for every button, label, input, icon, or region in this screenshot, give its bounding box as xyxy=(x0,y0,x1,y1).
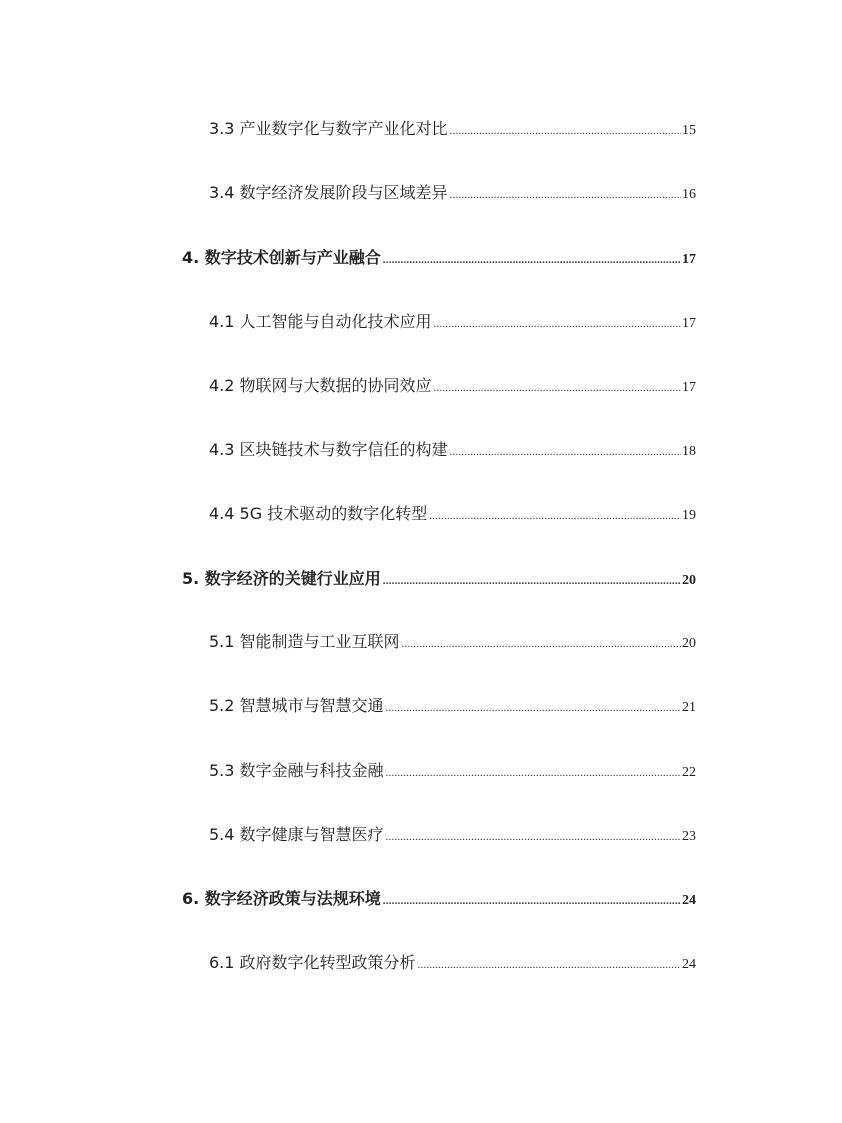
toc-dot-leader xyxy=(386,827,681,847)
toc-page-number: 19 xyxy=(682,508,696,523)
toc-page-number: 18 xyxy=(682,444,696,459)
toc-page-number: 24 xyxy=(682,957,696,972)
toc-dot-leader xyxy=(450,185,681,205)
toc-dot-leader xyxy=(418,955,681,975)
toc-entry-4-1[interactable] xyxy=(209,312,696,334)
toc-entry-title: 5.2 智慧城市与智慧交通 xyxy=(209,696,384,715)
toc-entry-5-2[interactable] xyxy=(209,696,696,718)
toc-page-number: 24 xyxy=(682,893,696,908)
toc-entry-title: 4. 数字技术创新与产业融合 xyxy=(182,248,381,267)
toc-entry-6[interactable] xyxy=(182,889,696,911)
toc-page-number: 23 xyxy=(682,829,696,844)
toc-dot-leader xyxy=(434,378,681,398)
toc-page-number: 22 xyxy=(682,765,696,780)
toc-page-number: 17 xyxy=(682,316,696,331)
toc-dot-leader xyxy=(402,634,681,654)
toc-dot-leader xyxy=(383,571,681,591)
toc-dot-leader xyxy=(386,698,681,718)
toc-entry-5-4[interactable] xyxy=(209,825,696,847)
toc-entry-5-3[interactable] xyxy=(209,761,696,783)
toc-dot-leader xyxy=(429,506,681,526)
toc-entry-title: 6. 数字经济政策与法规环境 xyxy=(182,889,381,908)
toc-entry-title: 4.3 区块链技术与数字信任的构建 xyxy=(209,440,448,459)
toc-page-number: 21 xyxy=(682,700,696,715)
toc-entry-title: 4.1 人工智能与自动化技术应用 xyxy=(209,312,432,331)
toc-page-number: 15 xyxy=(682,123,696,138)
toc-entry-4-4[interactable] xyxy=(209,504,696,526)
toc-dot-leader xyxy=(386,763,681,783)
toc-entry-title: 5.1 智能制造与工业互联网 xyxy=(209,632,400,651)
toc-page-number: 20 xyxy=(682,573,696,588)
toc-entry-4-3[interactable] xyxy=(209,440,696,462)
toc-dot-leader xyxy=(450,121,681,141)
toc-dot-leader xyxy=(383,891,681,911)
toc-entry-title: 4.4 5G 技术驱动的数字化转型 xyxy=(209,504,428,523)
toc-entry-3-4[interactable] xyxy=(209,183,696,205)
toc-entry-title: 4.2 物联网与大数据的协同效应 xyxy=(209,376,432,395)
toc-entry-title: 6.1 政府数字化转型政策分析 xyxy=(209,953,416,972)
toc-page-number: 16 xyxy=(682,187,696,202)
toc-entry-title: 3.4 数字经济发展阶段与区域差异 xyxy=(209,183,448,202)
toc-entry-title: 5. 数字经济的关键行业应用 xyxy=(182,569,381,588)
toc-dot-leader xyxy=(383,250,681,270)
toc-page-number: 17 xyxy=(682,380,696,395)
toc-entry-5-1[interactable] xyxy=(209,632,696,654)
toc-entry-5[interactable] xyxy=(182,569,696,591)
toc-entry-title: 5.3 数字金融与科技金融 xyxy=(209,761,384,780)
toc-entry-6-1[interactable] xyxy=(209,953,696,975)
toc-entry-title: 5.4 数字健康与智慧医疗 xyxy=(209,825,384,844)
toc-entry-4-2[interactable] xyxy=(209,376,696,398)
toc-dot-leader xyxy=(450,442,681,462)
toc-entry-3-3[interactable] xyxy=(209,119,696,141)
toc-entry-title: 3.3 产业数字化与数字产业化对比 xyxy=(209,119,448,138)
toc-page-number: 20 xyxy=(682,636,696,651)
toc-dot-leader xyxy=(434,314,681,334)
toc-entry-4[interactable] xyxy=(182,248,696,270)
toc-page-number: 17 xyxy=(682,252,696,267)
